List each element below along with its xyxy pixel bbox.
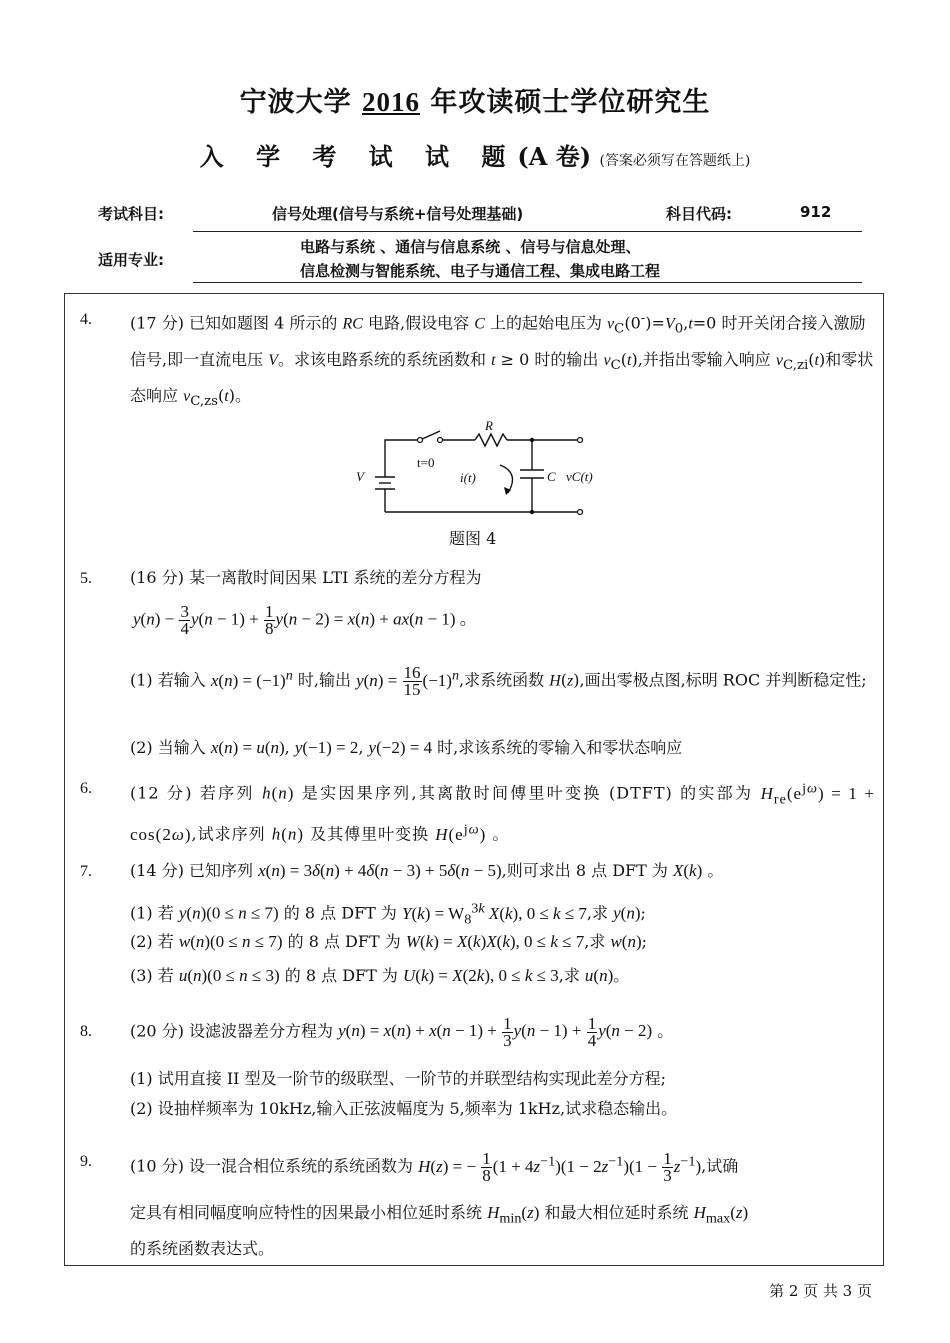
code-label: 科目代码: xyxy=(666,205,732,223)
q6-text: (12 分) 若序列 h(n) 是实因果序列,其离散时间傅里叶变换 (DTFT) 的实部为 $H_{re}(e^{j\omega}) = 1 + \cos(2\omega)$,试求序列 h(n) 及其傅里叶变换 $H(e^{j\omega})$ 。 xyxy=(130,780,875,844)
label-vc: vC(t) xyxy=(566,469,593,484)
q4-figure-caption: 题图 4 xyxy=(449,529,497,548)
q9-tail: 的系统函数表达式。 xyxy=(130,1239,275,1258)
q5-equation: y(n) − $\frac{3}{4}$ y(n − 1) + $\frac{1}{8}$ y(n − 2) = x(n) + ax(n − 1) 。 xyxy=(133,602,477,638)
q5-number: 5. xyxy=(80,570,92,587)
page-number: 第 2 页 共 3 页 xyxy=(769,1282,872,1300)
major-line-1: 电路与系统 、通信与信息系统 、信号与信息处理、 xyxy=(300,238,641,256)
q9-text-cont: 定具有相同幅度响应特性的因果最小相位延时系统 $H_{min}(z)$ 和最大相位延时系统 $H_{max}(z)$ xyxy=(130,1203,749,1227)
q7-number: 7. xyxy=(80,863,92,880)
label-V: V xyxy=(356,469,364,484)
q6-number: 6. xyxy=(80,780,92,797)
q7-text: (14 分) 已知序列 x(n) = 3δ(n) + 4δ(n − 3) + 5δ(n − 5),则可求出 8 点 DFT 为 X(k) 。 xyxy=(130,861,724,880)
q9-number: 9. xyxy=(80,1153,92,1170)
q7-part3: (3) 若 u(n)(0 ≤ n ≤ 3) 的 8 点 DFT 为 U(k) = X(2k), 0 ≤ k ≤ 3,求 u(n)。 xyxy=(130,966,630,985)
label-t0: t=0 xyxy=(417,455,435,470)
q7-part2: (2) 若 w(n)(0 ≤ n ≤ 7) 的 8 点 DFT 为 W(k) = X(k)X(k), 0 ≤ k ≤ 7,求 w(n); xyxy=(130,932,648,951)
code-value: 912 xyxy=(800,203,832,221)
label-C: C xyxy=(547,469,556,484)
q8-part1: (1) 试用直接 II 型及一阶节的级联型、一阶节的并联型结构实现此差分方程; xyxy=(130,1069,666,1088)
q9-text: (10 分) 设一混合相位系统的系统函数为 H(z) = − $\frac{1}{8}$ $(1 + 4z^{-1})(1 - 2z^{-1})(1$ − $\frac{1}{3}$ $z^{-1}$),试确 xyxy=(130,1149,739,1186)
subject-value: 信号处理(信号与系统+信号处理基础) xyxy=(272,205,524,223)
major-line-2: 信息检测与智能系统、电子与通信工程、集成电路工程 xyxy=(300,262,661,280)
label-i: i(t) xyxy=(460,470,476,485)
label-R: R xyxy=(485,418,493,433)
q8-number: 8. xyxy=(80,1023,92,1040)
major-label: 适用专业: xyxy=(98,251,164,269)
exam-subtitle: 入 学 考 试 试 题(A 卷) (答案必须写在答题纸上) xyxy=(199,142,751,171)
q8-text: (20 分) 设滤波器差分方程为 y(n) = x(n) + x(n − 1) + $\frac{1}{3}$ y(n − 1) + $\frac{1}{4}$ y(n − 2) 。 xyxy=(130,1014,674,1050)
q8-part2: (2) 设抽样频率为 10kHz,输入正弦波幅度为 5,频率为 1kHz,试求稳态输出。 xyxy=(130,1099,678,1118)
subject-label: 考试科目: xyxy=(98,205,164,223)
q4-text: (17 分) 已知如题图 4 所示的 RC 电路,假设电容 C 上的起始电压为 $v_C(0^-)=V_0,t=0$ 时开关闭合接入激励信号,即一直流电压 V。求该电路系统的系统函数和 t ≥ 0 时的输出 $v_C(t)$,并指出零输入响应 $v_{C,zi}(t)$和零状态响应 $v_{C,zs}(t)$。 xyxy=(130,311,874,409)
exam-title: 宁波大学 2016 年攻读硕士学位研究生 xyxy=(239,87,711,118)
q5-part2: (2) 当输入 x(n) = u(n), y(−1) = 2, y(−2) = 4 时,求该系统的零输入和零状态响应 xyxy=(130,738,683,757)
q5-text: (16 分) 某一离散时间因果 LTI 系统的差分方程为 xyxy=(130,568,482,587)
q5-part1: (1) 若输入 $x(n) = (-1)^n$ 时,输出 y(n) = $\frac{16}{15}$ $(-1)^n$,求系统函数 H(z),画出零极点图,标明 ROC 并判断稳定性; xyxy=(130,663,867,700)
q4-number: 4. xyxy=(80,311,92,328)
q7-part1: (1) 若 y(n)(0 ≤ n ≤ 7) 的 8 点 DFT 为 $Y(k) = W_8^{3k}$ X(k), 0 ≤ k ≤ 7,求 y(n); xyxy=(130,900,646,928)
q4-circuit-diagram xyxy=(340,415,610,525)
